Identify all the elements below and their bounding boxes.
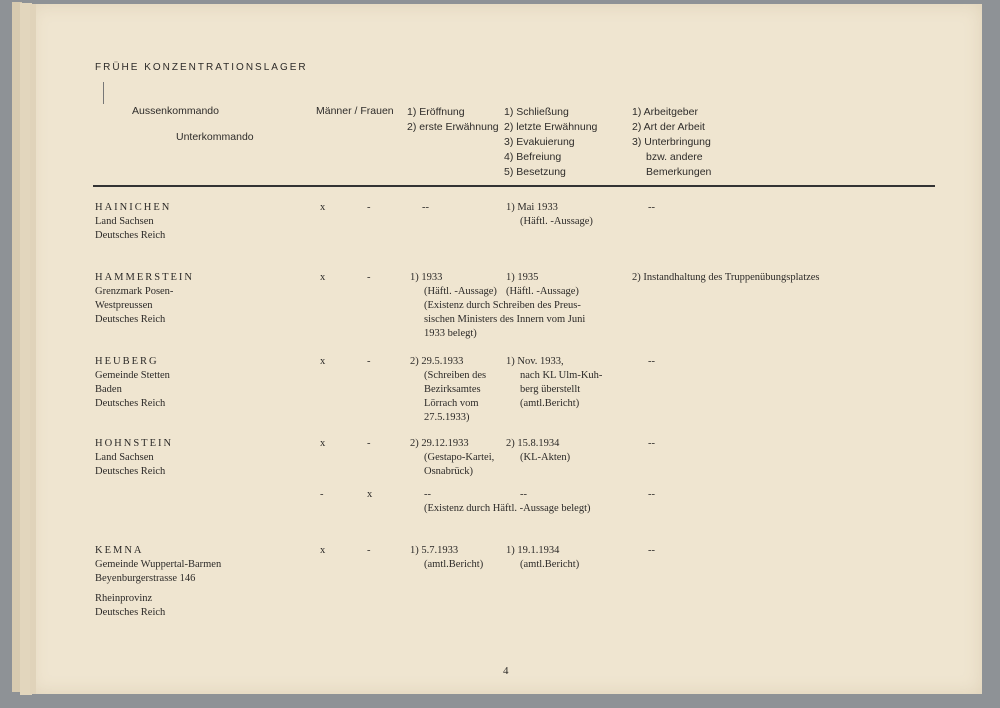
camp-location-line: Deutsches Reich bbox=[95, 466, 166, 477]
header-line: 1) Eröffnung bbox=[407, 106, 465, 118]
camp-entry-heuberg bbox=[95, 355, 170, 411]
camp-location-line: Gemeinde Stetten bbox=[95, 370, 170, 381]
closing-line: (KL-Akten) bbox=[520, 452, 571, 463]
closing-line: 1) Mai 1933 bbox=[506, 202, 558, 213]
camp-entry-hohnstein bbox=[95, 437, 173, 479]
remarks-cell: -- bbox=[648, 489, 655, 500]
maenner-mark: x bbox=[320, 545, 326, 556]
page-number: 4 bbox=[503, 665, 509, 677]
closing-cell bbox=[506, 271, 579, 299]
remarks-cell: -- bbox=[648, 438, 655, 449]
opening-cell bbox=[410, 355, 486, 425]
closing-line: 2) 15.8.1934 bbox=[506, 438, 560, 449]
existence-note: (Existenz durch Häftl. -Aussage belegt) bbox=[424, 503, 591, 514]
closing-line: nach KL Ulm-Kuh- bbox=[520, 370, 603, 381]
camp-name: HAINICHEN bbox=[95, 202, 172, 213]
camp-entry-hammerstein bbox=[95, 271, 194, 327]
opening-line: (Schreiben des bbox=[424, 370, 487, 381]
page-gutter bbox=[30, 4, 36, 694]
camp-name: KEMNA bbox=[95, 545, 144, 556]
closing-cell bbox=[506, 544, 579, 572]
opening-line: (Häftl. -Aussage) bbox=[424, 286, 497, 297]
remarks-cell: 2) Instandhaltung des Truppenübungsplatzes bbox=[632, 272, 820, 283]
opening-line: Bezirksamtes bbox=[424, 384, 481, 395]
closing-cell bbox=[506, 437, 570, 465]
header-unterkommando: Unterkommando bbox=[176, 131, 254, 143]
closing-line: 1) Nov. 1933, bbox=[506, 356, 564, 367]
header-line: 3) Unterbringung bbox=[632, 136, 711, 148]
closing-line: 1) 19.1.1934 bbox=[506, 545, 560, 556]
opening-line: Lörrach vom bbox=[424, 398, 479, 409]
frauen-mark: - bbox=[367, 545, 371, 556]
closing-line: 1) 1935 bbox=[506, 272, 539, 283]
opening-line: 2) 29.5.1933 bbox=[410, 356, 464, 367]
camp-location-line: Deutsches Reich bbox=[95, 314, 166, 325]
remarks-cell: -- bbox=[648, 202, 655, 213]
opening-line: (Gestapo-Kartei, bbox=[424, 452, 495, 463]
camp-entry-kemna bbox=[95, 544, 221, 620]
document-page bbox=[30, 4, 982, 694]
opening-cell bbox=[410, 544, 483, 572]
camp-location-line: Deutsches Reich bbox=[95, 398, 166, 409]
camp-location-line: Grenzmark Posen- bbox=[95, 286, 174, 297]
header-line: 3) Evakuierung bbox=[504, 136, 575, 148]
frauen-mark: - bbox=[367, 438, 371, 449]
header-line: 1) Schließung bbox=[504, 106, 569, 118]
closing-cell bbox=[506, 355, 602, 411]
camp-name: HOHNSTEIN bbox=[95, 438, 174, 449]
opening-cell bbox=[410, 437, 494, 479]
maenner-mark: x bbox=[320, 202, 326, 213]
closing-line: (Häftl. -Aussage) bbox=[520, 216, 593, 227]
maenner-mark: x bbox=[320, 272, 326, 283]
frauen-mark: - bbox=[367, 272, 371, 283]
header-col-opening bbox=[407, 105, 499, 135]
opening-line: 27.5.1933) bbox=[424, 412, 470, 423]
header-line: 2) letzte Erwähnung bbox=[504, 121, 598, 133]
camp-location-line: Deutsches Reich bbox=[95, 607, 166, 618]
header-marker-line bbox=[103, 82, 104, 104]
camp-location-line: Beyenburgerstrasse 146 bbox=[95, 573, 196, 584]
remarks-cell: -- bbox=[648, 545, 655, 556]
header-line: Bemerkungen bbox=[646, 166, 712, 178]
closing-cell bbox=[506, 201, 593, 229]
maenner-mark: x bbox=[320, 438, 326, 449]
header-col-closing bbox=[504, 105, 597, 180]
header-aussenkommando: Aussenkommando bbox=[132, 105, 219, 117]
document-title: FRÜHE KONZENTRATIONSLAGER bbox=[95, 62, 308, 73]
header-line: 2) erste Erwähnung bbox=[407, 121, 499, 133]
header-line: bzw. andere bbox=[646, 151, 703, 163]
camp-name: HAMMERSTEIN bbox=[95, 272, 195, 283]
closing-cell: -- bbox=[520, 489, 527, 500]
header-line: 2) Art der Arbeit bbox=[632, 121, 705, 133]
camp-location-line: Westpreussen bbox=[95, 300, 153, 311]
opening-line: 1) 1933 bbox=[410, 272, 443, 283]
frauen-mark: - bbox=[367, 202, 371, 213]
camp-location-line: Land Sachsen bbox=[95, 216, 154, 227]
opening-line: (Existenz durch Schreiben des Preus- bbox=[424, 300, 581, 311]
closing-line: (Häftl. -Aussage) bbox=[506, 286, 579, 297]
frauen-mark: - bbox=[367, 356, 371, 367]
closing-line: (amtl.Bericht) bbox=[520, 559, 580, 570]
opening-line: (amtl.Bericht) bbox=[424, 559, 484, 570]
opening-cell: -- bbox=[422, 202, 429, 213]
opening-line: 1) 5.7.1933 bbox=[410, 545, 459, 556]
header-col-remarks bbox=[632, 105, 711, 180]
frauen-mark: x bbox=[367, 489, 373, 500]
opening-line: 2) 29.12.1933 bbox=[410, 438, 469, 449]
camp-location-line: Deutsches Reich bbox=[95, 230, 166, 241]
camp-name: HEUBERG bbox=[95, 356, 159, 367]
header-line: 4) Befreiung bbox=[504, 151, 562, 163]
camp-location-line: Baden bbox=[95, 384, 122, 395]
header-line: 1) Arbeitgeber bbox=[632, 106, 698, 118]
camp-entry-hainichen bbox=[95, 201, 171, 243]
opening-line: sischen Ministers des Innern vom Juni bbox=[424, 314, 586, 325]
camp-location-line: Land Sachsen bbox=[95, 452, 154, 463]
opening-line: 1933 belegt) bbox=[424, 328, 477, 339]
maenner-mark: x bbox=[320, 356, 326, 367]
opening-line: Osnabrück) bbox=[424, 466, 473, 477]
remarks-cell: -- bbox=[648, 356, 655, 367]
header-maenner-frauen: Männer / Frauen bbox=[316, 105, 394, 117]
header-line: 5) Besetzung bbox=[504, 166, 566, 178]
camp-location-line: Gemeinde Wuppertal-Barmen bbox=[95, 559, 222, 570]
maenner-mark: - bbox=[320, 489, 324, 500]
header-rule bbox=[93, 185, 935, 187]
closing-line: berg überstellt bbox=[520, 384, 581, 395]
closing-line: (amtl.Bericht) bbox=[520, 398, 580, 409]
camp-location-line: Rheinprovinz bbox=[95, 593, 153, 604]
opening-cell: -- bbox=[424, 489, 431, 500]
